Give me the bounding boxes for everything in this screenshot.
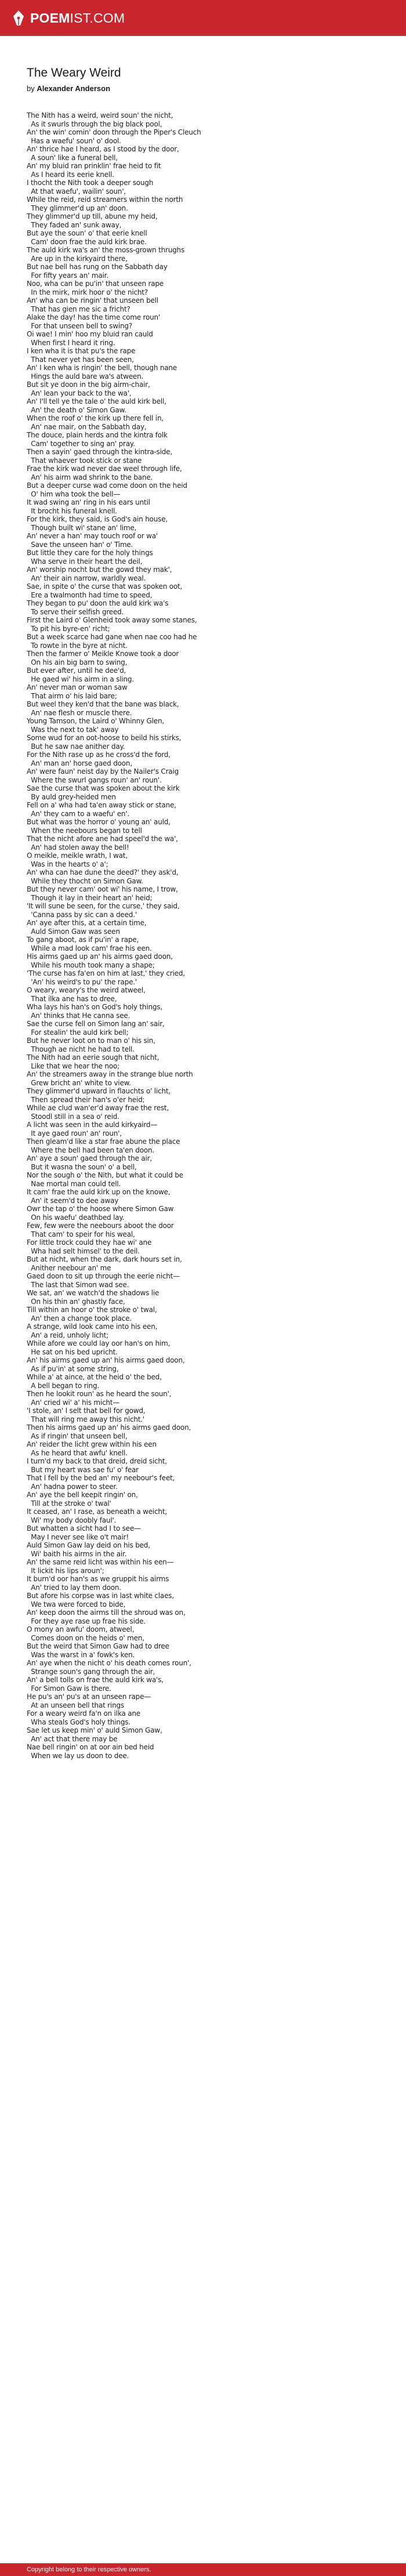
poem-line: I turn'd my back to that dreid, dreid sicht, bbox=[27, 1457, 167, 1465]
poem-line: An' keep doon the airms till the shroud was on, bbox=[27, 1608, 186, 1617]
poem-line: As I heard its eerie knell. bbox=[27, 170, 114, 179]
poem-line: A strange, wild look came into his een, bbox=[27, 1323, 158, 1331]
poem-line: To pit his byre-en' richt; bbox=[27, 624, 110, 633]
poem-line: An' thinks that He canna see. bbox=[27, 1011, 130, 1020]
poem-line: At that waefu', wailin' soun', bbox=[27, 187, 126, 195]
poem-line: But they never cam' oot wi' his name, I trow, bbox=[27, 885, 178, 893]
poem-line: Though it lay in their heart an' heid; bbox=[27, 893, 153, 902]
poem-line: A licht was seen in the auld kirkyaird— bbox=[27, 1121, 158, 1129]
poem-line: We twa were forced to bide, bbox=[27, 1600, 126, 1608]
poem-line: When first I heard it ring. bbox=[27, 338, 115, 347]
poem-line: It wad swing an' ring in his ears until bbox=[27, 498, 150, 506]
poem-line: Young Tamson, the Laird o' Whinny Glen, bbox=[27, 717, 164, 725]
poem-line: They began to pu' doon the auld kirk wa's bbox=[27, 599, 169, 607]
poem-line: The last that Simon wad see. bbox=[27, 1280, 129, 1289]
poem-line: Owr the tap o' the hoose where Simon Gaw bbox=[27, 1205, 174, 1213]
logo-bold-text: POEM bbox=[30, 10, 70, 26]
poem-line: O meikle, meikle wrath, I wat, bbox=[27, 852, 128, 860]
poem-line: May I never see like o't mair! bbox=[27, 1532, 129, 1541]
poem-line: Some wud for an oot-hoose to beild his stirks, bbox=[27, 734, 182, 742]
poem-line: We sat, an' we watch'd the shadows lie bbox=[27, 1289, 160, 1297]
poem-line: Cam' doon frae the auld kirk brae. bbox=[27, 237, 147, 246]
poem-line: An' lean your back to the wa', bbox=[27, 389, 132, 397]
poem-line: That ilka ane has to dree, bbox=[27, 994, 117, 1003]
poem-line: An' my bluid ran prinklin' frae heid to fit bbox=[27, 162, 161, 170]
poem-line: An' worship nocht but the gowd they mak', bbox=[27, 566, 172, 574]
poem-line: Save the unseen han' o' Time. bbox=[27, 540, 133, 549]
poem-line: To rowte in the byre at nicht. bbox=[27, 641, 128, 650]
poem-line: For a weary weird fa'n on ilka ane bbox=[27, 1709, 140, 1718]
poem-line: He pu's an' pu's at an unseen rape— bbox=[27, 1693, 151, 1701]
poem-line: 'I stole, an' I selt that bell for gowd, bbox=[27, 1407, 146, 1415]
poem-line: To serve their selfish greed. bbox=[27, 607, 124, 616]
poem-line: Like that we hear the noo; bbox=[27, 1061, 119, 1070]
poem-line: Cam' together to sing an' pray. bbox=[27, 439, 135, 448]
site-logo-text bbox=[30, 8, 125, 28]
poem-line: An' never a han' may touch roof or wa' bbox=[27, 532, 158, 540]
poem-line: Sae the curse fell on Simon lang an' sair, bbox=[27, 1020, 165, 1028]
poem-line: By auld grey-heided men bbox=[27, 792, 116, 801]
poem-line: It brocht his funeral knell. bbox=[27, 506, 117, 515]
poem-line: While his mouth took many a shape; bbox=[27, 961, 155, 969]
poem-line: On his ain big barn to swing, bbox=[27, 658, 128, 666]
poem-body bbox=[27, 111, 386, 1760]
poem-line: But the weird that Simon Gaw had to dree bbox=[27, 1642, 169, 1650]
poem-line: 'It will sune be seen, for the curse,' they said, bbox=[27, 902, 180, 910]
poem-line: But weel they ken'd that the bane was black, bbox=[27, 700, 179, 708]
poem-line: An' then a change took place. bbox=[27, 1314, 132, 1323]
poem-line: As he heard that awfu' knell. bbox=[27, 1448, 128, 1457]
poem-line: But my heart was sae fu' o' fear bbox=[27, 1465, 139, 1474]
poem-line: An' his airms gaed up an' his airms gaed doon, bbox=[27, 1356, 185, 1364]
poem-line: Sae the curse that was spoken about the kirk bbox=[27, 784, 180, 792]
poem-line: A soun' like a funeral bell, bbox=[27, 153, 118, 162]
site-footer bbox=[0, 2563, 406, 2576]
poem-line: On his waefu' deathbed lay. bbox=[27, 1213, 125, 1222]
poem-line: An' were faun' neist day by the Nailer's Craig bbox=[27, 767, 179, 776]
poem-author[interactable]: Alexander Anderson bbox=[37, 84, 111, 93]
poem-line: As if ringin' that unseen bell, bbox=[27, 1432, 128, 1440]
poem-line: Then the farmer o' Meikle Knowe took a door bbox=[27, 650, 179, 658]
poem-line: That cam' to speir for his weal, bbox=[27, 1230, 135, 1238]
poem-line: Few, few were the neebours aboot the door bbox=[27, 1222, 174, 1230]
poem-line: An' they cam to a waefu' en'. bbox=[27, 809, 130, 818]
poem-line: Nae mortal man could tell. bbox=[27, 1179, 121, 1188]
poem-line: An' hadna power to steer. bbox=[27, 1482, 118, 1491]
poem-line: While afore we could lay oor han's on him, bbox=[27, 1339, 171, 1347]
poem-line: His airms gaed up an' his airms gaed doon, bbox=[27, 952, 173, 961]
poem-line: An' never man or woman saw bbox=[27, 683, 128, 691]
poem-line: To gang aboot, as if pu'in' a rape, bbox=[27, 936, 139, 944]
poem-line: First the Laird o' Glenheid took away some stanes, bbox=[27, 616, 197, 624]
poem-line: It ceased, an' I rase, as beneath a weicht, bbox=[27, 1508, 167, 1516]
poem-line: That airm o' his laid bare; bbox=[27, 691, 117, 700]
poem-line: An' man an' horse gaed doon, bbox=[27, 759, 132, 767]
poem-byline bbox=[27, 84, 110, 93]
poem-line: But he never loot on to man o' his sin, bbox=[27, 1037, 155, 1045]
poem-line: It lickit his lips aroun'; bbox=[27, 1566, 104, 1575]
poem-line: Grew bricht an' white to view. bbox=[27, 1078, 131, 1087]
poem-line: O mony an awfu' doom, atweel, bbox=[27, 1625, 135, 1633]
poem-line: Auld Simon Gaw was seen bbox=[27, 927, 120, 936]
poem-line: When the neebours began to tell bbox=[27, 826, 142, 835]
poem-line: It aye gaed roun' an' roun', bbox=[27, 1129, 122, 1137]
poem-line: Wha steals God's holy things. bbox=[27, 1718, 130, 1726]
poem-line: They glimmer'd upward in flauchts o' licht, bbox=[27, 1087, 171, 1095]
poem-line: An' the streamers away in the strange blue north bbox=[27, 1070, 193, 1078]
poem-line: When we lay us doon to dee. bbox=[27, 1751, 129, 1760]
poem-line: An' a bell tolls on frae the auld kirk wa's, bbox=[27, 1676, 164, 1684]
poem-line: Sae let us keep min' o' auld Simon Gaw, bbox=[27, 1726, 162, 1734]
poem-line: An' act that there may be bbox=[27, 1734, 118, 1743]
poem-line: O weary, weary's the weird atweel, bbox=[27, 986, 146, 994]
poem-line: But afore his corpse was in last white claes, bbox=[27, 1592, 174, 1600]
poem-line: For the Nith rase up as he cross'd the ford, bbox=[27, 751, 171, 759]
poem-line: Fell on a' wha had ta'en away stick or stane, bbox=[27, 801, 176, 809]
poem-line: An' the same reid licht was within his een— bbox=[27, 1558, 174, 1566]
poem-line: Nor the sough o' the Nith, but what it could be bbox=[27, 1171, 183, 1179]
poem-line: Till within an hoor o' the stroke o' twal, bbox=[27, 1306, 157, 1314]
poem-line: As it swurls through the big black pool, bbox=[27, 119, 162, 128]
poem-line: Was the warst in a' fowk's ken. bbox=[27, 1650, 135, 1659]
poem-line: But nae bell has rung on the Sabbath day bbox=[27, 263, 168, 271]
poem-line: Comes doon on the heids o' men, bbox=[27, 1633, 144, 1642]
poem-line: But what was the horror o' young an' auld, bbox=[27, 818, 171, 826]
poem-line: An' the win' comin' doon through the Piper's Cleuch bbox=[27, 128, 201, 136]
poem-line: An' wha can hae dune the deed?' they ask'd, bbox=[27, 868, 179, 876]
poem-line: An' the death o' Simon Gaw. bbox=[27, 405, 126, 414]
poem-line: He gaed wi' his airm in a sling. bbox=[27, 675, 134, 683]
poem-line: For fifty years an' mair. bbox=[27, 271, 108, 280]
poem-line: While ae clud wan'er'd away frae the rest, bbox=[27, 1104, 169, 1112]
poem-line: An' wha can be ringin' that unseen bell bbox=[27, 296, 158, 305]
poem-line: Then he lookit roun' as he heard the soun', bbox=[27, 1390, 172, 1398]
poem-line: An' I ken wha is ringin' the bell, though nane bbox=[27, 364, 177, 372]
poem-line: But he saw nae anither day. bbox=[27, 742, 125, 751]
copyright-notice: Copyright belong to their respective owners. bbox=[27, 2566, 151, 2573]
poem-line: Though ae nicht he had to tell. bbox=[27, 1045, 135, 1053]
poem-line: 'An' his weird's to pu' the rape.' bbox=[27, 977, 137, 986]
poem-line: An' aye a soun' gaed through the air, bbox=[27, 1154, 152, 1162]
poem-line: Auld Simon Gaw lay deid on his bed, bbox=[27, 1541, 150, 1549]
poem-line: That the nicht afore ane had speel'd the wa', bbox=[27, 835, 178, 843]
poem-line: That I fell by the bed an' my neebour's feet, bbox=[27, 1474, 175, 1482]
poem-line: An' thrice hae I heard, as I stood by the door, bbox=[27, 145, 179, 153]
poem-line: An' his airm wad shrink to the bane. bbox=[27, 473, 153, 481]
poem-line: Has a waefu' soun' o' dool. bbox=[27, 136, 121, 145]
poem-line: An' tried to lay them doon. bbox=[27, 1583, 121, 1592]
poem-line: For the kirk, they said, is God's ain house, bbox=[27, 515, 168, 523]
poem-line: An' a reid, unholy licht; bbox=[27, 1331, 108, 1339]
poem-line: But ever after, until he dee'd, bbox=[27, 666, 126, 675]
poem-line: An' it seem'd to dee away bbox=[27, 1196, 119, 1205]
poem-line: While a' at aince, at the heid o' the bed, bbox=[27, 1373, 162, 1381]
poem-line: In the mirk, mirk hoor o' the nicht? bbox=[27, 288, 148, 296]
poem-line: It burn'd oor han's as we gruppit his airms bbox=[27, 1575, 169, 1583]
poem-line: Though built wi' stane an' lime, bbox=[27, 523, 137, 532]
poem-line: Frae the kirk wad never dae weel through life, bbox=[27, 465, 182, 473]
poem-line: 'Canna pass by sic can a deed.' bbox=[27, 910, 137, 919]
poem-line: The Nith has a weird, weird soun' the nicht, bbox=[27, 111, 173, 119]
poem-line: As if pu'in' at some string, bbox=[27, 1364, 119, 1373]
poem-line: That never yet has been seen, bbox=[27, 355, 134, 364]
poem-line: But at nicht, when the dark, dark hours set in, bbox=[27, 1255, 182, 1263]
byline-prefix: by bbox=[27, 84, 35, 93]
poem-line: Nae bell ringin' on at oor ain bed heid bbox=[27, 1743, 154, 1751]
poem-line: Sae, in spite o' the curse that was spoken oot, bbox=[27, 582, 183, 590]
poem-line: When the roof o' the kirk up there fell in, bbox=[27, 414, 164, 422]
poem-line: Then his airms gaed up an' his airms gaed doon, bbox=[27, 1423, 191, 1432]
site-header bbox=[0, 0, 406, 36]
poem-line: He sat on his bed upricht. bbox=[27, 1347, 118, 1356]
poem-line: While the reid, reid streamers within the north bbox=[27, 195, 183, 204]
poem-line: An' nae mair, on the Sabbath day, bbox=[27, 422, 147, 431]
poem-line: At an unseen bell that rings bbox=[27, 1701, 124, 1709]
poem-line: The auld kirk wa's an' the moss-grown thrughs bbox=[27, 246, 185, 254]
poem-line: But a deeper curse wad come doon on the heid bbox=[27, 481, 187, 490]
poem-line: That whaever took stick or stane bbox=[27, 456, 142, 465]
poem-line: Oi wae! I min' hoo my bluid ran cauld bbox=[27, 330, 153, 338]
poem-line: An' reider the licht grew within his een bbox=[27, 1440, 157, 1448]
poem-line: An' nae flesh or muscle there. bbox=[27, 708, 132, 717]
poem-line: For little trock could they hae wi' ane bbox=[27, 1238, 152, 1247]
poem-line: Wha had selt himsel' to the deil. bbox=[27, 1247, 140, 1255]
poem-line: I thocht the Nith took a deeper sough bbox=[27, 179, 154, 187]
poem-line: Wi' baith his airms in the air. bbox=[27, 1549, 127, 1558]
poem-line: Alake the day! has the time come roun' bbox=[27, 313, 161, 321]
site-logo[interactable] bbox=[12, 8, 125, 28]
poem-line: An' I'll tell ye the tale o' the auld kirk bell, bbox=[27, 397, 166, 405]
poem-line: But aye the soun' o' that eerie knell bbox=[27, 229, 147, 237]
poem-line: On his thin an' ghastly face, bbox=[27, 1297, 125, 1306]
poem-line: The douce, plain herds and the kintra folk bbox=[27, 431, 168, 439]
poem-line: Was the next to tak' away bbox=[27, 725, 119, 734]
poem-line: But whatten a sicht had I to see— bbox=[27, 1524, 141, 1532]
poem-line: Where the bell had been ta'en doon. bbox=[27, 1146, 155, 1154]
poem-line: Ere a twalmonth had time to speed, bbox=[27, 590, 153, 599]
poem-line: That will ring me away this nicht.' bbox=[27, 1415, 144, 1423]
pen-nib-icon bbox=[12, 10, 26, 26]
poem-line: They glimmer'd up an' doon. bbox=[27, 204, 128, 212]
poem-line: Hings the auld bare wa's atween. bbox=[27, 372, 144, 381]
poem-line: But it wasna the soun' o' a bell, bbox=[27, 1162, 137, 1171]
poem-line: 'The curse has fa'en on him at last,' they cried, bbox=[27, 969, 185, 977]
poem-line: While a mad look cam' frae his een. bbox=[27, 944, 152, 952]
poem-line: An' had stolen away the bell! bbox=[27, 843, 129, 852]
poem-line: Till at the stroke o' twal' bbox=[27, 1499, 111, 1508]
poem-line: Noo, wha can be pu'in' that unseen rape bbox=[27, 280, 164, 288]
poem-line: It cam' frae the auld kirk up on the knowe, bbox=[27, 1188, 171, 1196]
poem-line: Are up in the kirkyaird there, bbox=[27, 254, 128, 263]
logo-light-text: IST.COM bbox=[70, 10, 125, 26]
poem-line: For they aye rase up frae his side. bbox=[27, 1617, 146, 1625]
poem-line: Wi' my body doobly faul'. bbox=[27, 1516, 117, 1524]
poem-line: They faded an' sunk away, bbox=[27, 220, 122, 229]
poem-line: Stoodl still in a sea o' reid. bbox=[27, 1112, 119, 1121]
poem-line: Where the swurl gangs roun' an' roun'. bbox=[27, 776, 162, 784]
poem-line: Then gleam'd like a star frae abune the place bbox=[27, 1137, 180, 1146]
poem-line: That has gien me sic a fricht? bbox=[27, 305, 130, 313]
poem-line: A bell began to ring. bbox=[27, 1381, 100, 1390]
poem-line: An' aye the bell keepit ringin' on, bbox=[27, 1491, 138, 1499]
poem-line: Anither neebour an' me bbox=[27, 1263, 111, 1272]
poem-line: But a week scarce had gane when nae coo had he bbox=[27, 633, 197, 641]
poem-line: For stealin' the auld kirk bell; bbox=[27, 1028, 129, 1037]
poem-line: Then a sayin' gaed through the kintra-side, bbox=[27, 448, 172, 456]
poem-line: For Simon Gaw is there. bbox=[27, 1684, 111, 1693]
poem-line: Gaed doon to sit up through the eerie nicht— bbox=[27, 1272, 180, 1280]
poem-line: An' cried wi' a' his micht— bbox=[27, 1398, 120, 1407]
poem-line: I ken wha it is that pu's the rape bbox=[27, 347, 136, 355]
poem-line: Wha serve in their heart the deil, bbox=[27, 557, 143, 566]
poem-line: Wha lays his han's on God's holy things, bbox=[27, 1003, 162, 1011]
poem-line: An' their ain narrow, warldly weal. bbox=[27, 574, 146, 582]
poem-line: Then spread their han's o'er heid; bbox=[27, 1095, 145, 1104]
poem-line: O' him wha took the bell— bbox=[27, 490, 121, 498]
poem-line: For that unseen bell to swing? bbox=[27, 321, 132, 330]
poem-line: They glimmer'd up till, abune my heid, bbox=[27, 212, 158, 220]
poem-title: The Weary Weird bbox=[27, 66, 121, 79]
poem-line: But sit ye doon in the big airm-chair, bbox=[27, 381, 150, 389]
poem-line: Was in the hearts o' a'; bbox=[27, 860, 108, 868]
poem-line: The Nith had an eerie sough that nicht, bbox=[27, 1053, 160, 1061]
poem-line: Strange soun's gang through the air, bbox=[27, 1667, 155, 1676]
poem-line: An' aye after this, at a certain time, bbox=[27, 919, 147, 927]
poem-line: An' aye when the nicht o' his death comes roun', bbox=[27, 1659, 191, 1667]
poem-line: While they thocht on Simon Gaw. bbox=[27, 876, 143, 885]
poem-line: But little they care for the holy things bbox=[27, 549, 153, 557]
